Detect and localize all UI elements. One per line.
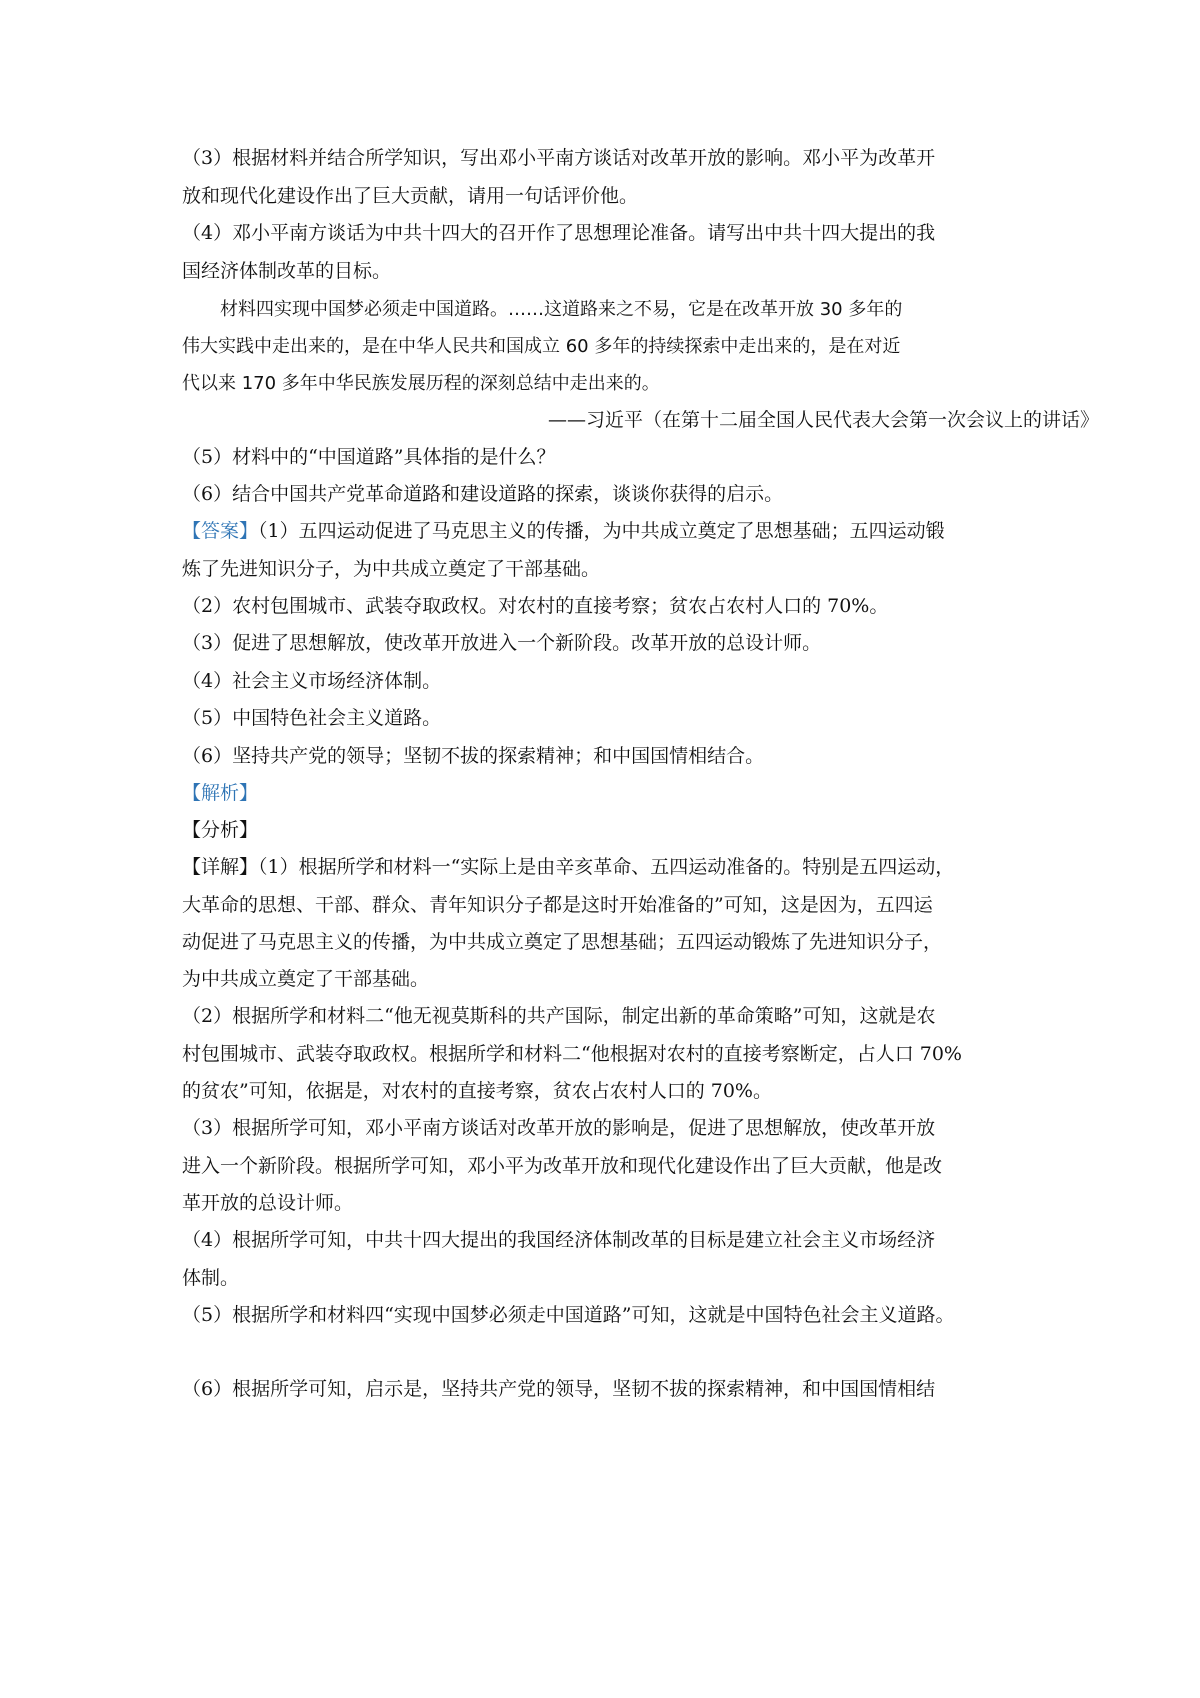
material-4-line-1: 材料四实现中国梦必须走中国道路。……这道路来之不易，它是在改革开放 30 多年的: [220, 299, 903, 320]
analysis-heading: 【解析】: [182, 782, 259, 804]
answer-5: （5）中国特色社会主义道路。: [182, 707, 442, 729]
material-4-line-3: 代以来 170 多年中华民族发展历程的深刻总结中走出来的。: [182, 373, 660, 394]
detail-1-line-4: 为中共成立奠定了干部基础。: [182, 968, 430, 990]
answer-line-1: 【答案】（1）五四运动促进了马克思主义的传播，为中共成立奠定了思想基础；五四运动锻: [182, 520, 945, 542]
question-3-line-2: 放和现代化建设作出了巨大贡献，请用一句话评价他。: [182, 185, 639, 207]
question-5: （5）材料中的“中国道路”具体指的是什么？: [182, 446, 556, 468]
detail-2-line-2: 村包围城市、武装夺取政权。根据所学和材料二“他根据对农村的直接考察断定，占人口 70%: [182, 1043, 962, 1065]
detail-1-line-1: 【详解】（1）根据所学和材料一“实际上是由辛亥革命、五四运动准备的。特别是五四运动，: [182, 856, 955, 878]
answer-6: （6）坚持共产党的领导；坚韧不拔的探索精神；和中国国情相结合。: [182, 745, 765, 767]
detail-2-line-3: 的贫农”可知，依据是，对农村的直接考察，贫农占农村人口的 70%。: [182, 1080, 772, 1102]
answer-2: （2）农村包围城市、武装夺取政权。对农村的直接考察；贫农占农村人口的 70%。: [182, 595, 889, 617]
question-4-line-1: （4）邓小平南方谈话为中共十四大的召开作了思想理论准备。请写出中共十四大提出的我: [182, 222, 936, 244]
detail-6-line-1: （6）根据所学可知，启示是，坚持共产党的领导，坚韧不拔的探索精神，和中国国情相结: [182, 1378, 936, 1400]
detail-1-line-2: 大革命的思想、干部、群众、青年知识分子都是这时开始准备的”可知，这是因为，五四运: [182, 894, 933, 916]
detail-1-line-3: 动促进了马克思主义的传播，为中共成立奠定了思想基础；五四运动锻炼了先进知识分子，: [182, 931, 943, 953]
detail-5: （5）根据所学和材料四“实现中国梦必须走中国道路”可知，这就是中国特色社会主义道路。: [182, 1304, 955, 1326]
detail-4-line-2: 体制。: [182, 1267, 240, 1289]
material-4-line-2: 伟大实践中走出来的，是在中华人民共和国成立 60 多年的持续探索中走出来的，是在对近: [182, 336, 901, 357]
analysis-subheading: 【分析】: [182, 819, 259, 841]
answer-4: （4）社会主义市场经济体制。: [182, 670, 442, 692]
material-4-attribution: ——习近平（在第十二届全国人民代表大会第一次会议上的讲话》: [548, 409, 1100, 431]
answer-line-2: 炼了先进知识分子，为中共成立奠定了干部基础。: [182, 558, 601, 580]
detail-2-line-1: （2）根据所学和材料二“他无视莫斯科的共产国际，制定出新的革命策略”可知，这就是农: [182, 1005, 936, 1027]
question-4-line-2: 国经济体制改革的目标。: [182, 260, 392, 282]
question-6: （6）结合中国共产党革命道路和建设道路的探索，谈谈你获得的启示。: [182, 483, 784, 505]
question-3-line-1: （3）根据材料并结合所学知识，写出邓小平南方谈话对改革开放的影响。邓小平为改革开: [182, 147, 936, 169]
detail-3-line-1: （3）根据所学可知，邓小平南方谈话对改革开放的影响是，促进了思想解放，使改革开放: [182, 1117, 936, 1139]
answer-tag: 【答案】: [182, 520, 259, 542]
detail-4-line-1: （4）根据所学可知，中共十四大提出的我国经济体制改革的目标是建立社会主义市场经济: [182, 1229, 936, 1251]
detail-3-line-3: 革开放的总设计师。: [182, 1192, 354, 1214]
answer-3: （3）促进了思想解放，使改革开放进入一个新阶段。改革开放的总设计师。: [182, 632, 822, 654]
detail-3-line-2: 进入一个新阶段。根据所学可知，邓小平为改革开放和现代化建设作出了巨大贡献，他是改: [182, 1155, 943, 1177]
